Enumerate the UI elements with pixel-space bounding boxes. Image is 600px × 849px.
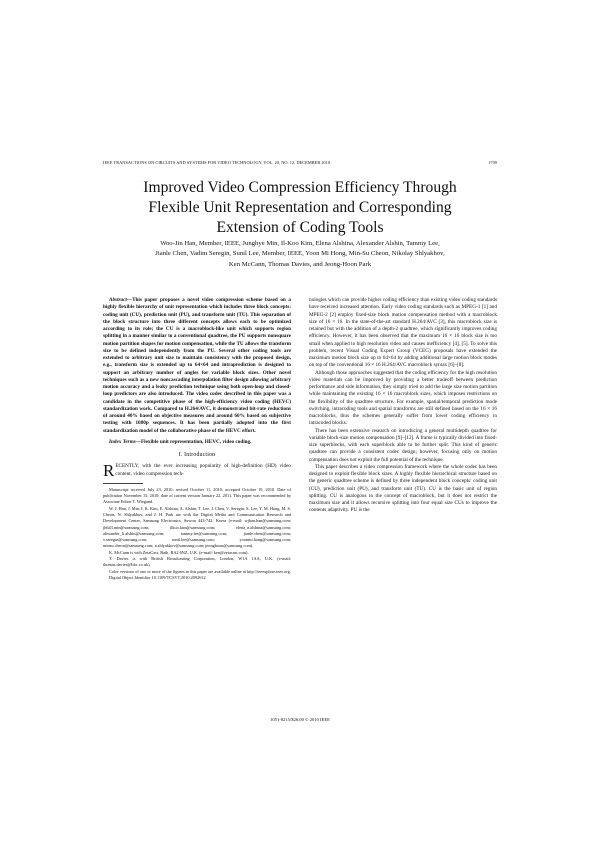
section-heading: I. Introduction [178, 452, 216, 458]
footnote-divider [103, 483, 143, 484]
index-terms [103, 439, 291, 446]
index-terms-text: —Flexible unit representation, HEVC, video coding. [135, 438, 252, 445]
body-paragraph: Although those approaches suggested that the coding efficiency for the high resolution video materials can be improved by providing a better tradeoff between prediction performance and side information, they simply tried to add the large size motion partition while maintaining the existing 16 × 16 macroblock sizes, which imposes restrictions on the flexibility of the quadtree structure. For example, spatial/temporal prediction mode switching, intracoding tools and spatial transforms are still defined based on the 16 × 16 macroblocks, thus the schemes generally suffer from lower coding efficiency in intracoded blocks. [309, 369, 497, 427]
body-paragraph: There has been extensive research on introducing a general multidepth quadtree for variable block-size motion compensation [9]–[12]. A frame is typically divided into fixed-size superblocks, with each superblock able to be further split. This kind of generic quadtree can provide a consistent codec design; however, focusing only on motion compensation does not exploit the full potential of the technique. [309, 427, 497, 463]
footnote: T. Davies is with British Broadcasting Corporation, London, W1A 1AA, U.K. (e-mail: thomas.davies@bbc.co.uk). [103, 556, 291, 568]
author-line: Ken McCann, Thomas Davies, and Jeong-Hoon Park [228, 260, 372, 268]
footnote: Manuscript received July 23, 2010; revised October 11, 2010; accepted October 19, 2010. Date of publication November 15, 2010; date of current version January 22, 2011. This paper was recommended by Associate Editor T. Wiegand. [103, 486, 291, 505]
right-column [309, 297, 497, 515]
abstract-text: —This paper proposes a novel video compression scheme based on a highly flexible hierarchy of unit representation which includes three block concepts: coding unit (CU), prediction unit (PU), and transform unit (TU). This separation of the block structure into three different concepts allows each to be optimized according to its role; the CU is a macroblock-like unit which supports region splitting in a manner similar to a conventional quadtree, the PU supports nonsquare motion partition shapes for motion compensation, while the TU allows the transform size to be defined independently from the PU. Several other coding tools are extended to arbitrary unit size to maintain consistency with the proposed design, e.g., transform size is extended up to 64×64 and intraprediction is designed to support an arbitrary number of angles for variable block sizes. Other novel techniques such as a new noncascading interpolation filter design allowing arbitrary motion accuracy and a leaky prediction technique using both open-loop and closed-loop predictors are also introduced. The video codec described in this paper was a candidate in the competitive phase of the high-efficiency video coding (HEVC) standardization work. Compared to H.264/AVC, it demonstrated bit-rate reductions of around 40% based on objective measures and around 60% based on subjective testing with 1080p sequences. It has been partially adopted into the first standardization model of the collaborative phase of the HEVC effort. [103, 297, 291, 434]
title-line: Extension of Coding Tools [216, 219, 384, 236]
footnote: K. McCann is with ZetaCast, Bath, BA2 6NZ, U.K. (e-mail: ken@zetacast.com). [109, 549, 249, 555]
left-column [103, 297, 291, 581]
abstract [103, 297, 291, 435]
footnote: W. J. Han, J. Min, I. K. Kim, E. Alshina, A. Alshin, T. Lee, J. Chen, V. Seregin, S. Lee, Y. M. Hong, M. S. Cheon, N. Shlyakhov, and J. H. Park are with the Digital Media and Communication Research and Development Center, Samsung Electronics, Suwon 443-742, Korea (e-mail: wjhan.han@samsung.com; jh643.min@samsung.com; ilkoo.kim@samsung.com; elena_a.alshina@samsung.com; alexander_li.alshin@samsung.com; tammy.lee@samsung.com; jianle.chen@samsung.com; v.seregin@samsung.com; sunil.lee@samsung.com; yoonmi.hong@samsung.com; minsu.cheon@samsung.com; n.shlyakhov@samsung.com; jeonghoon@samsung.com). [103, 505, 291, 549]
author-list [110, 239, 490, 270]
body-paragraph: nologies which can provide higher coding efficiency than existing video coding standards have received increased attention. Early video coding standards such as MPEG-1 [1] and MPEG-2 [2] employ fixed-size block motion compensation method with a macroblock size of 16 × 16. In the state-of-the-art standard H.264/AVC [3], this macroblock size is retained but with the addition of a depth-2 quadtree, which significantly improves coding efficiency. However, it has been observed that the maximum 16 × 16 block size is too small when applied to high resolution video and causes inefficiency [4], [5]. To solve this problem, recent Visual Coding Expert Group (VCEG) proposals have extended the maximum motion block size up to 64×64 by adding additional large motion block modes on top of the conventional 16 × 16 H.264/AVC macroblock syntax [6]–[8]. [309, 297, 497, 369]
index-terms-label: Index Terms [109, 438, 136, 445]
intro-lead-text: ECENTLY, with the ever increasing popularity of high-definition (HD) video content, video compression tech- [115, 463, 291, 477]
drop-cap: R [103, 461, 115, 481]
running-header [103, 160, 497, 165]
title-line: Improved Video Compression Efficiency Through [143, 179, 457, 196]
author-line: Woo-Jin Han, Member, IEEE, Junghye Min, Il-Koo Kim, Elena Alshina, Alexander Alshin, Tammy Lee, [160, 240, 440, 247]
footnote: Color versions of one or more of the figures in this paper are available online at http://ieeexplore.ieee.org. [109, 568, 291, 574]
journal-running-title: IEEE TRANSACTIONS ON CIRCUITS AND SYSTEMS FOR VIDEO TECHNOLOGY, VOL. 20, NO. 12, DECEMBER 2010 [103, 160, 331, 165]
intro-paragraph [103, 461, 291, 481]
paper-title [103, 178, 497, 238]
page-number: 1709 [488, 160, 497, 165]
copyright-footer: 1051-8215/$26.00 © 2010 IEEE [270, 717, 330, 722]
body-paragraph: This paper describes a video compression framework where the whole codec has been designed to exploit flexible block sizes. A highly flexible hierarchical structure based on the generic quadtree scheme is defined by three independent block concepts: coding unit (CU), prediction unit (PU), and transform unit (TU). CU is the basic unit of region splitting. CU is analogous to the concept of macroblock, but it does not restrict the maximum size and it allows recursive splitting into four equal size CUs to improve the contents adaptivity. PU is the [309, 463, 497, 514]
author-line: Jianle Chen, Vadim Seregin, Sunil Lee, Member, IEEE, Yoon Mi Hong, Min-Su Cheon, Nikolay Shlyakhov, [155, 250, 445, 258]
abstract-label: Abstract [109, 297, 127, 303]
title-line: Flexible Unit Representation and Corresponding [148, 199, 452, 216]
footnote: Digital Object Identifier 10.1109/TCSVT.2010.2092612 [109, 574, 206, 580]
